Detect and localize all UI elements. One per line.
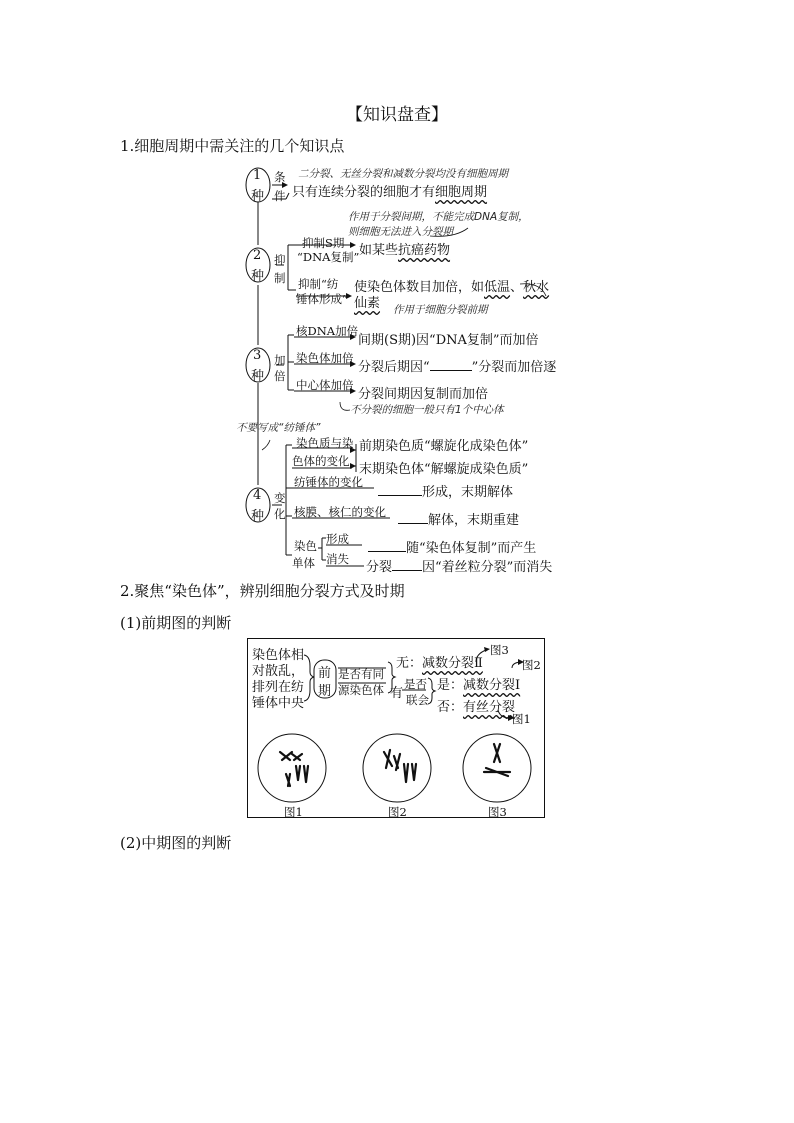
node4-branch4-label-b: 单体 <box>292 556 315 570</box>
node4-label-bottom: 化 <box>274 507 286 521</box>
node4-branch1-label-a: 染色质与染 <box>296 436 354 450</box>
node4-number: 4 <box>253 488 262 503</box>
node2-zhong: 种 <box>251 269 265 284</box>
node4-zhong: 种 <box>251 509 265 524</box>
node2-number: 2 <box>253 248 262 263</box>
fig-caption-3: 图3 <box>488 805 507 819</box>
fig-no2-label: 否：有丝分裂 <box>437 700 516 715</box>
node4-branch2-text: 形成，末期解体 <box>378 481 513 500</box>
node3-number: 3 <box>253 348 262 363</box>
fig-no-label: 无：减数分裂Ⅱ <box>396 656 483 671</box>
fig-condition-3: 排列在纺 <box>252 680 305 695</box>
fig-condition-1: 染色体相 <box>252 648 305 663</box>
node2-branch2-label-b: 锤体形成” <box>296 292 348 306</box>
node3-branch3-label: 中心体加倍 <box>296 378 354 392</box>
node1-number: 1 <box>253 168 262 183</box>
node3-branch1-text: 间期(S期)因“DNA复制”而加倍 <box>358 333 539 348</box>
fig-q1-line1: 是否有同 <box>338 667 384 681</box>
node2-label-top: 抑 <box>274 253 286 267</box>
node2-note-2: 则细胞无法进入分裂期 <box>348 226 453 238</box>
node3-label-bottom: 倍 <box>274 369 286 383</box>
node2-branch2-text-cont: 仙素 <box>354 296 381 311</box>
node1-label-top: 条 <box>274 170 286 184</box>
node1-note: 二分裂、无丝分裂和减数分裂均没有细胞周期 <box>298 168 508 180</box>
node3-branch2-label: 染色体加倍 <box>296 351 354 365</box>
node4-form-text: 随“染色体复制”而产生 <box>368 537 536 556</box>
fig-q2-line1: 是否 <box>404 677 427 691</box>
fig-caption-2: 图2 <box>388 805 407 819</box>
node2-label-bottom: 制 <box>274 271 286 285</box>
node4-branch4-label-a: 染色 <box>294 539 317 553</box>
node2-branch2-text: 使染色体数目加倍，如低温、秋水 <box>354 280 550 295</box>
node1-zhong: 种 <box>251 189 265 204</box>
section2-heading: 2.聚焦“染色体”，辨别细胞分裂方式及时期 <box>120 582 405 600</box>
node4-branch3-label: 核膜、核仁的变化 <box>294 505 386 519</box>
fig-qian-1: 前 <box>318 666 332 681</box>
fig-qian-2: 期 <box>318 684 332 699</box>
node3-branch3-text: 分裂间期因复制而加倍 <box>358 387 489 402</box>
node4-branch1-label-b: 色体的变化 <box>292 454 350 468</box>
fig-yes2-label: 是：减数分裂Ⅰ <box>437 678 521 693</box>
node3-label-top: 加 <box>274 353 286 367</box>
node4-branch1-line2: 末期染色体“解螺旋成染色质” <box>359 462 529 477</box>
fig-q1-line2: 源染色体 <box>338 683 384 697</box>
section1-heading: 1.细胞周期中需关注的几个知识点 <box>120 137 345 155</box>
node2-note-1: 作用于分裂间期，不能完成DNA复制， <box>348 211 529 223</box>
fig-no2-figure: 图1 <box>512 712 531 726</box>
node4-label-top: 变 <box>274 491 286 505</box>
fig-q2-line2: 联会 <box>406 693 429 707</box>
node1-label-bottom: 件 <box>274 189 286 203</box>
page-title: 【知识盘查】 <box>346 105 448 125</box>
node4-form-label: 形成 <box>326 532 349 546</box>
node1-text: 只有连续分裂的细胞才有细胞周期 <box>292 185 488 200</box>
node4-branch2-label: 纺锤体的变化 <box>294 475 363 489</box>
fig-yes2-figure: 图2 <box>522 658 541 672</box>
node4-branch1-line1: 前期染色质“螺旋化成染色体” <box>359 439 529 454</box>
section2-sub2: (2)中期图的判断 <box>120 834 232 852</box>
fig-no-figure: 图3 <box>490 643 509 657</box>
node3-branch1-label: 核DNA加倍 <box>296 324 359 338</box>
section2-sub1: (1)前期图的判断 <box>120 614 232 632</box>
node4-vanish-label: 消失 <box>326 552 349 566</box>
node2-branch2-label-a: 抑制“纺 <box>298 277 339 291</box>
node2-branch1-text: 如某些抗癌药物 <box>359 243 451 258</box>
fig-condition-2: 对散乱， <box>252 664 305 679</box>
fig-condition-4: 锤体中央 <box>252 696 305 711</box>
node2-note-3: 作用于细胞分裂前期 <box>393 304 488 316</box>
fig-caption-1: 图1 <box>284 805 303 819</box>
node4-note: 不要写成“纺锤体” <box>236 422 321 434</box>
node4-vanish-text: 分裂 因“着丝粒分裂”而消失 <box>366 560 553 575</box>
node2-branch1-label-a: 抑制S期 <box>302 236 345 250</box>
node3-zhong: 种 <box>251 369 265 384</box>
node4-branch3-text: 解体，末期重建 <box>398 509 519 528</box>
node3-branch2-text: 分裂后期因“ ”分裂而加倍逐 <box>358 360 557 375</box>
node3-note: 不分裂的细胞一般只有1个中心体 <box>350 404 504 416</box>
node2-branch1-label-b: “DNA复制” <box>297 250 360 264</box>
fig-yes-label: 有 <box>390 686 404 701</box>
